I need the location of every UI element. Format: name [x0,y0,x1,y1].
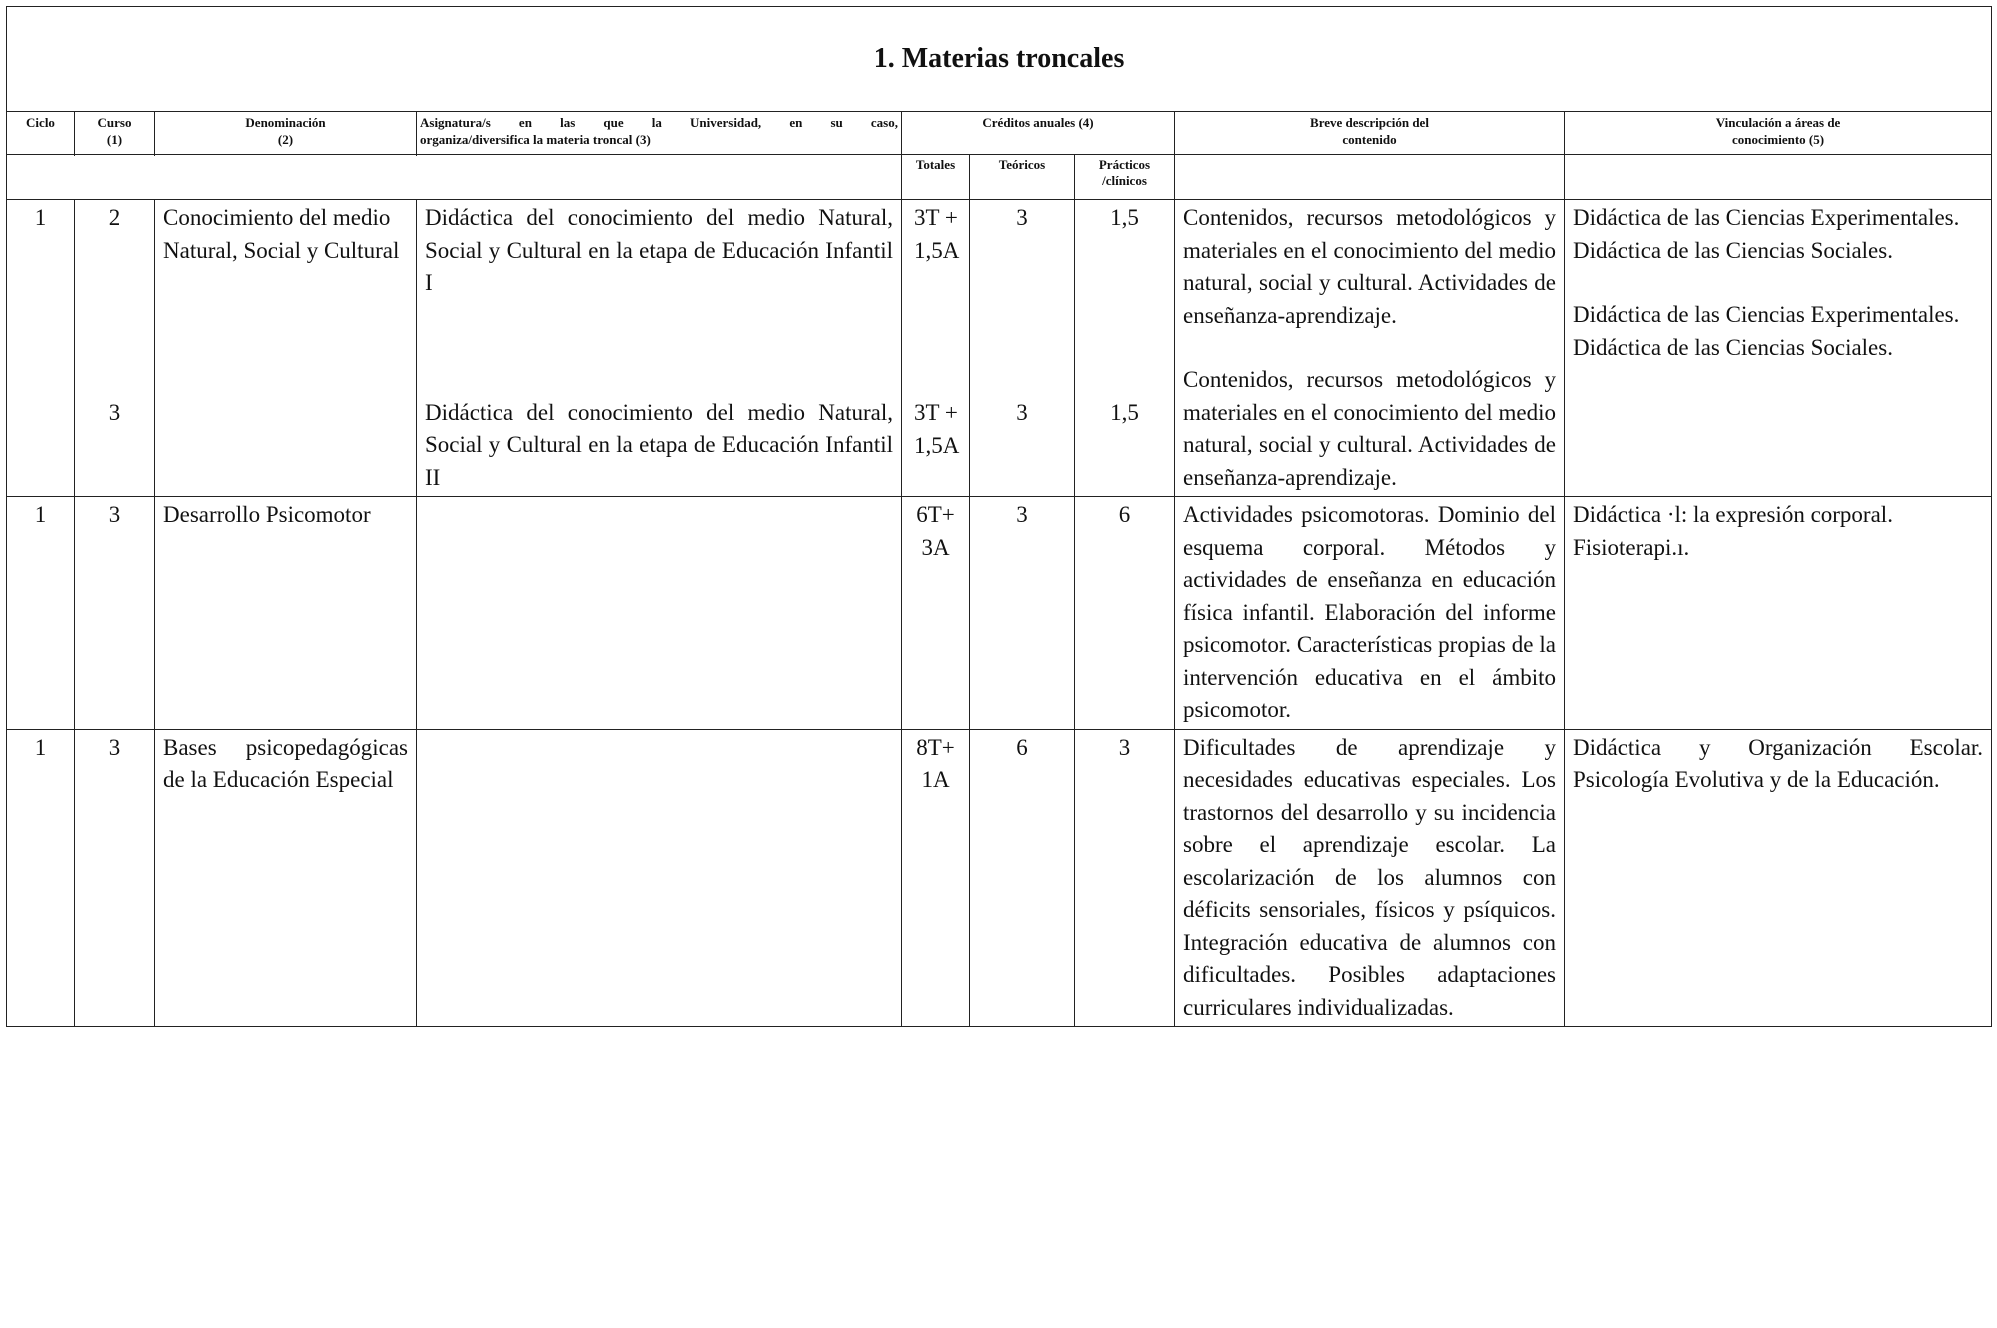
cell-teoricos: 6 [970,729,1075,1027]
cell-totales: 6T+ 3A [902,497,970,730]
cell-curso: 3 [75,497,155,730]
header-totales: Totales [902,155,970,200]
header-practicos: Prácticos /clínicos [1075,155,1175,200]
cell-ciclo: 1 [7,497,75,730]
header-creditos: Créditos anuales (4) [902,112,1175,155]
table-row [7,729,1992,1027]
cell-denominacion: Bases psicopedagógicas de la Educación Especial [155,729,417,1027]
subheader-row [7,155,1992,200]
cell-practicos: 6 [1075,497,1175,730]
cell-practicos: 1,5 1,5 [1075,200,1175,497]
cell-totales: 8T+ 1A [902,729,970,1027]
table-title: 1. Materias troncales [7,7,1992,112]
table-row [7,497,1992,730]
cell-teoricos: 3 3 [970,200,1075,497]
cell-ciclo: 1 [7,200,75,497]
cell-denominacion: Desarrollo Psicomotor [155,497,417,730]
subheader-empty-desc [1175,155,1565,200]
cell-vinculacion: Didáctica ·l: la expresión corporal. Fisioterapi.ı. [1565,497,1992,730]
cell-asignatura [417,497,902,730]
cell-descripcion: Actividades psicomotoras. Dominio del esquema corporal. Métodos y actividades de enseñanza en educación física infantil. Elaboración del informe psicomotor. Características propias de la intervención educativa en el ámbito psicomotor. [1175,497,1565,730]
header-denominacion: Denominación (2) [155,112,417,155]
materias-table [6,6,1992,1027]
header-teoricos: Teóricos [970,155,1075,200]
cell-descripcion: Contenidos, recursos metodológicos y materiales en el conocimiento del medio natural, social y cultural. Actividades de enseñanza-aprendizaje. Contenidos, recursos metodológicos y materiales en el conocimiento del medio natural, social y cultural. Actividades de enseñanza-aprendizaje. [1175,200,1565,497]
cell-descripcion: Dificultades de aprendizaje y necesidades educativas especiales. Los trastornos del desarrollo y su incidencia sobre el aprendizaje escolar. La escolarización de los alumnos con déficits sensoriales, físicos y psíquicos. Integración educativa de alumnos con dificultades. Posibles adaptaciones curriculares individualizadas. [1175,729,1565,1027]
header-descripcion: Breve descripción del contenido [1175,112,1565,155]
cell-teoricos: 3 [970,497,1075,730]
document-page [6,6,1991,1027]
cell-ciclo: 1 [7,729,75,1027]
cell-asignatura: Didáctica del conocimiento del medio Natural, Social y Cultural en la etapa de Educación Infantil I Didáctica del conocimiento del medio Natural, Social y Cultural en la etapa de Educación Infantil II [417,200,902,497]
cell-vinculacion: Didáctica de las Ciencias Experimentales. Didáctica de las Ciencias Sociales. Didáctica de las Ciencias Experimentales. Didáctica de las Ciencias Sociales. [1565,200,1992,497]
header-vinculacion: Vinculación a áreas de conocimiento (5) [1565,112,1992,155]
table-row [7,200,1992,497]
cell-denominacion: Conocimiento del medio Natural, Social y Cultural [155,200,417,497]
cell-curso: 3 [75,729,155,1027]
subheader-empty-vinc [1565,155,1992,200]
header-ciclo: Ciclo [7,112,75,155]
cell-vinculacion: Didáctica y Organización Escolar. Psicología Evolutiva y de la Educación. [1565,729,1992,1027]
header-curso: Curso (1) [75,112,155,155]
header-asignaturas: Asignatura/s en las que la Universidad, en su caso, organiza/diversifica la materia troncal (3) [417,112,902,155]
subheader-empty [7,155,902,200]
cell-totales: 3T + 1,5A 3T + 1,5A [902,200,970,497]
header-row [7,112,1992,155]
cell-asignatura [417,729,902,1027]
title-row [7,7,1992,112]
cell-practicos: 3 [1075,729,1175,1027]
cell-curso: 2 3 [75,200,155,497]
